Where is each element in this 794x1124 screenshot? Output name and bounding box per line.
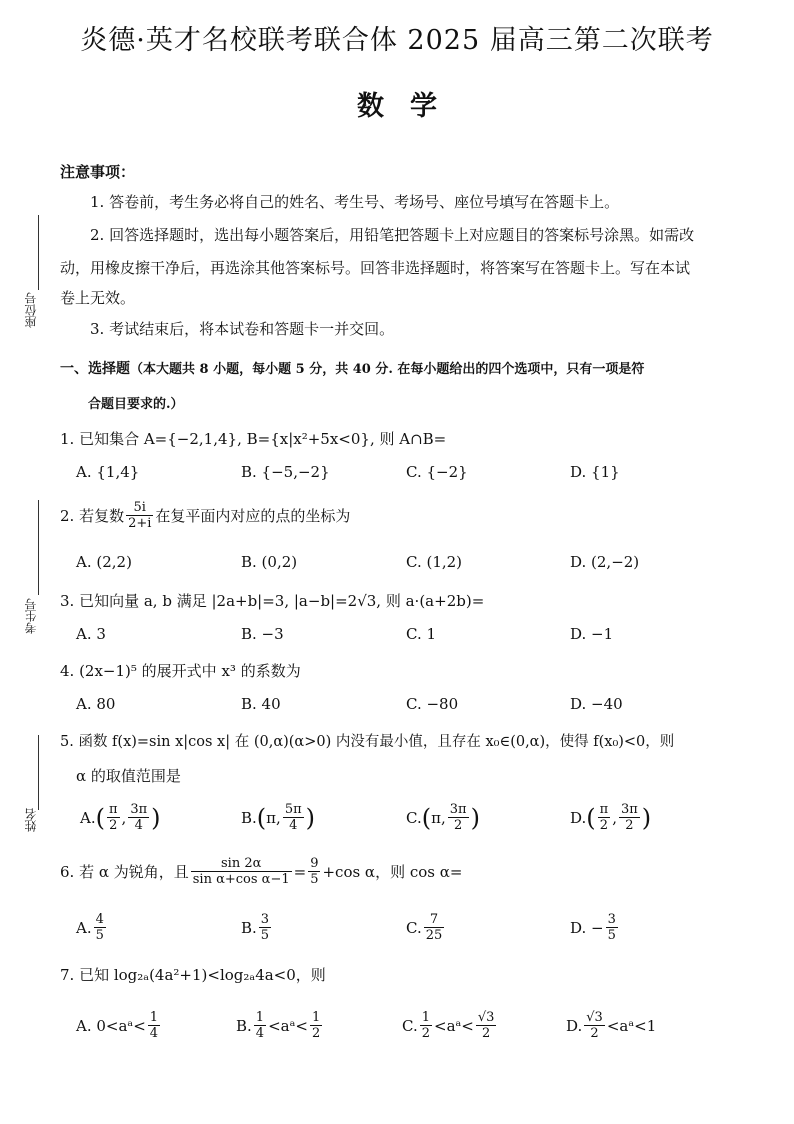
q5-d-label: D. <box>570 808 587 827</box>
frac2 <box>310 1010 322 1041</box>
frac <box>148 1010 160 1041</box>
num: 1 <box>255 1010 265 1025</box>
q1-option-c: C. {−2} <box>406 463 468 481</box>
q6-fden: 5 <box>310 872 319 887</box>
pre: A. 0<aᵃ< <box>76 1016 146 1035</box>
paren-close: ) <box>151 803 161 832</box>
note-3: 3. 考试结束后，将本试卷和答题卡一并交回。 <box>90 320 395 338</box>
paren-close: ) <box>641 803 652 832</box>
q5-option-c: C. ( π , $\frac{3\pi}{2}$ ) <box>406 802 480 833</box>
num: 3π <box>449 802 467 817</box>
note-2a: 2. 回答选择题时，选出每小题答案后，用铅笔把答题卡上对应题目的答案标号涂黑。如需改 <box>90 226 695 244</box>
q5-c-label: C. <box>406 808 422 827</box>
num: π <box>599 802 609 817</box>
q3-option-a: A. 3 <box>76 625 106 643</box>
q1-stem: 1. 已知集合 A={−2,1,4}, B={x|x²+5x<0}, 则 A∩B= <box>60 430 447 448</box>
den: 4 <box>289 818 298 833</box>
num: 4 <box>95 912 104 927</box>
den: 2 <box>311 1026 321 1041</box>
num: 1 <box>311 1010 321 1025</box>
q4-option-b: B. 40 <box>241 695 281 713</box>
note-2b: 动，用橡皮擦干净后，再选涂其他答案标号。回答非选择题时，将答案写在答题卡上。写在本试 <box>60 259 691 277</box>
q7-option-a <box>76 1010 162 1041</box>
q7-option-c <box>402 1010 498 1041</box>
paren-open: ( <box>586 803 596 832</box>
q4-stem: 4. (2x−1)⁵ 的展开式中 x³ 的系数为 <box>60 662 301 680</box>
q5-stem-1: 5. 函数 f(x)=sin x|cos x| 在 (0,α)(α>0) 内没有最小值，且存在 x₀∈(0,α)，使得 f(x₀)<0，则 <box>60 734 675 750</box>
q1-option-b: B. {−5,−2} <box>241 463 330 481</box>
seat-line <box>38 215 39 290</box>
post: <aᵃ<1 <box>606 1016 657 1035</box>
label: B. <box>241 918 257 937</box>
name-label: 姓名 <box>24 808 38 832</box>
subject-title: 数学 <box>357 91 463 122</box>
q5-d-frac2 <box>619 802 640 833</box>
label: A. <box>76 918 92 937</box>
q5-c-frac <box>448 802 469 833</box>
section-desc-2: 合题目要求的.） <box>88 397 184 412</box>
den: 2 <box>625 818 634 833</box>
q6-fnum: 9 <box>310 856 319 871</box>
q5-b-frac <box>283 802 304 833</box>
q2-num: 5i <box>126 500 153 516</box>
q5-b-label: B. <box>241 808 257 827</box>
num: √3 <box>477 1010 495 1025</box>
q2-pre: 2. 若复数 <box>60 507 125 525</box>
den: 4 <box>255 1026 265 1041</box>
den: 2 <box>109 818 118 833</box>
q5-option-d: D. ( $\frac{\pi}{2}$ , $\frac{3\pi}{2}$ ) <box>570 802 652 833</box>
q5-a-label: A. <box>80 808 96 827</box>
note-2c: 卷上无效。 <box>60 289 136 307</box>
den: 4 <box>149 1026 159 1041</box>
num: 3π <box>620 802 638 817</box>
q6-stem <box>60 856 462 887</box>
q2-post: 在复平面内对应的点的坐标为 <box>155 507 351 525</box>
section-desc-1: （本大题共 8 小题，每小题 5 分，共 40 分. 在每小题给出的四个选项中，只有一项是符 <box>130 362 645 377</box>
q6-eq: = <box>293 862 307 881</box>
paren-open: ( <box>256 803 267 832</box>
q5-b-a: π <box>266 808 277 827</box>
q5-option-b: B. ( π , $\frac{5\pi}{4}$ ) <box>241 802 316 833</box>
q5-option-a: A. ( $\frac{\pi}{2}$ , $\frac{3\pi}{4}$ ) <box>80 802 161 833</box>
q6-fraction <box>191 856 292 887</box>
section-header <box>60 358 644 378</box>
label: D. − <box>570 918 604 937</box>
q4-option-c: C. −80 <box>406 695 459 713</box>
pre: D. <box>566 1016 583 1035</box>
num: 3π <box>130 802 148 817</box>
q7-option-d <box>566 1010 656 1041</box>
paren-open: ( <box>95 803 105 832</box>
q5-a-frac1 <box>107 802 120 833</box>
num: 3 <box>607 912 616 927</box>
num: π <box>108 802 118 817</box>
num: 5π <box>284 802 302 817</box>
q3-option-b: B. −3 <box>241 625 284 643</box>
q4-option-d: D. −40 <box>570 695 623 713</box>
q2-option-b: B. (0,2) <box>241 553 298 571</box>
num: 3 <box>260 912 270 927</box>
q6-option-c <box>406 912 446 943</box>
q1-option-d: D. {1} <box>570 463 620 481</box>
q2-option-a: A. (2,2) <box>76 553 132 571</box>
num: 1 <box>421 1010 430 1025</box>
q7-stem: 7. 已知 log₂ₐ(4a²+1)<log₂ₐ4a<0，则 <box>60 966 326 984</box>
student-id-label: 考生号 <box>24 598 38 634</box>
frac <box>424 912 445 943</box>
frac <box>420 1010 432 1041</box>
num: 1 <box>149 1010 159 1025</box>
den: 5 <box>260 928 270 943</box>
den: 25 <box>425 928 443 943</box>
name-line <box>38 735 39 810</box>
q2-fraction <box>126 500 153 531</box>
q2-stem <box>60 500 350 531</box>
frac <box>259 912 271 943</box>
pre: C. <box>402 1016 418 1035</box>
seat-label: 座位号 <box>24 292 38 328</box>
exam-title: 炎德·英才名校联考联合体 2025 届高三第二次联考 <box>80 25 714 56</box>
den: 5 <box>95 928 104 943</box>
q3-option-d: D. −1 <box>570 625 614 643</box>
paren-close: ) <box>470 803 480 832</box>
section-title: 一、选择题 <box>60 361 130 377</box>
q4-option-a: A. 80 <box>76 695 116 713</box>
post: <aᵃ< <box>434 1016 474 1035</box>
q2-option-d: D. (2,−2) <box>570 553 640 571</box>
den: 2 <box>421 1026 430 1041</box>
q5-a-frac2 <box>128 802 149 833</box>
q3-option-c: C. 1 <box>406 625 437 643</box>
q6-fraction-2 <box>308 856 320 887</box>
q6-den: sin α+cos α−1 <box>192 872 290 887</box>
q5-stem-2: α 的取值范围是 <box>76 767 181 785</box>
q7-option-b <box>236 1010 324 1041</box>
den: 4 <box>134 818 143 833</box>
paren-open: ( <box>421 803 432 832</box>
q6-option-d <box>570 912 620 943</box>
den: 5 <box>607 928 616 943</box>
note-1: 1. 答卷前，考生务必将自己的姓名、考生号、考场号、座位号填写在答题卡上。 <box>90 193 620 211</box>
pre: B. <box>236 1016 252 1035</box>
q5-d-frac1 <box>598 802 611 833</box>
frac <box>606 912 618 943</box>
q6-option-a <box>76 912 108 943</box>
paren-close: ) <box>305 803 316 832</box>
notes-heading: 注意事项： <box>60 163 136 181</box>
num: 7 <box>424 912 445 928</box>
q5-c-a: π <box>431 808 441 827</box>
q2-option-c: C. (1,2) <box>406 553 463 571</box>
q6-num: sin 2α <box>191 856 292 872</box>
q2-den: 2+i <box>128 516 152 531</box>
frac2 <box>476 1010 497 1041</box>
num: √3 <box>586 1010 603 1025</box>
q6-pre: 6. 若 α 为锐角，且 <box>60 863 189 881</box>
den: 2 <box>599 818 609 833</box>
q6-option-b <box>241 912 273 943</box>
frac <box>254 1010 266 1041</box>
den: 2 <box>454 818 463 833</box>
q6-post: +cos α，则 cos α= <box>322 863 463 881</box>
frac <box>584 1010 605 1041</box>
post: <aᵃ< <box>268 1016 308 1035</box>
frac <box>94 912 106 943</box>
q1-option-a: A. {1,4} <box>76 463 140 481</box>
den: 2 <box>482 1026 491 1041</box>
den: 2 <box>590 1026 599 1041</box>
student-id-line <box>38 500 39 595</box>
q3-stem: 3. 已知向量 a, b 满足 |2a+b|=3, |a−b|=2√3, 则 a·(a+2b)= <box>60 592 485 610</box>
label: C. <box>406 918 422 937</box>
